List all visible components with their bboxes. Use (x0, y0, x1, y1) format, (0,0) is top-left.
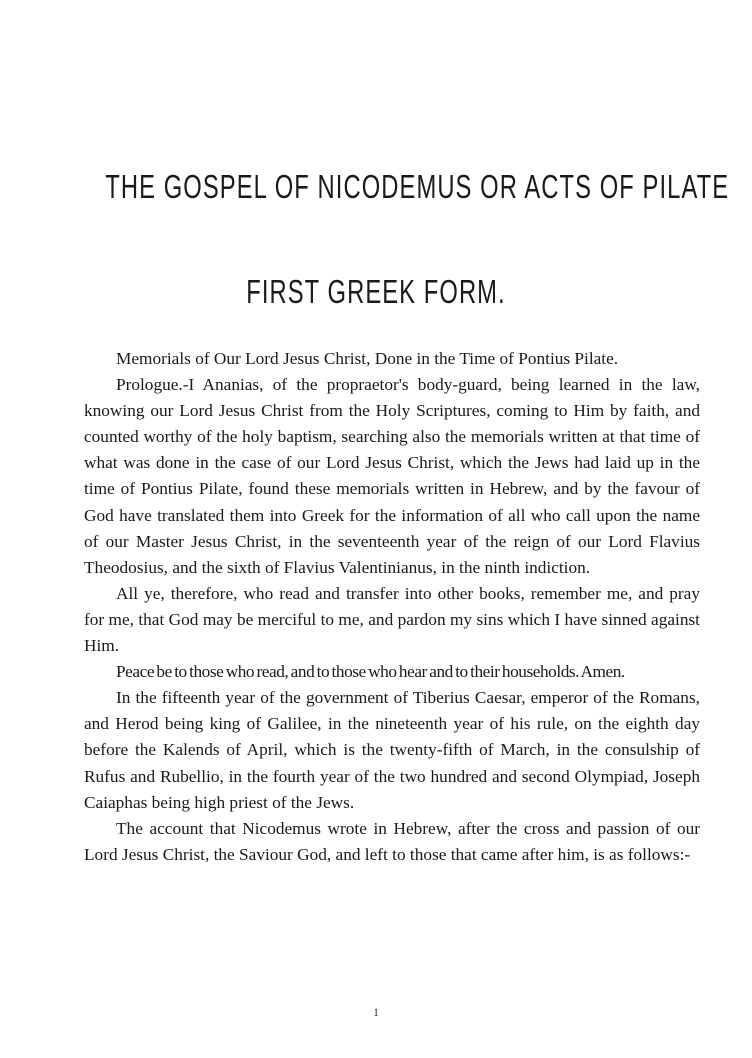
page-number: 1 (373, 1005, 379, 1019)
paragraph-memorials: Memorials of Our Lord Jesus Christ, Done in the Time of Pontius Pilate. (116, 349, 619, 368)
document-title: THE GOSPEL OF NICODEMUS OR ACTS OF PILATE (105, 168, 730, 205)
paragraph-peace: Peace be to those who read, and to those who hear and to their households. Amen. (116, 662, 625, 682)
body-text (84, 346, 700, 868)
paragraph-prologue: Prologue.-I Ananias, of the propraetor's body-guard, being learned in the law, knowing our Lord Jesus Christ from the Holy Scriptures, coming to Him by faith, and counted worthy of the holy baptism, searching also the memorials written at that time of what was done in the case of our Lord Jesus Christ, which the Jews had laid up in the time of Pontius Pilate, found these memorials written in Hebrew, and by the favour of God have translated them into Greek for the information of all who call upon the name of our Master Jesus Christ, in the seventeenth year of the reign of our Lord Flavius Theodosius, and the sixth of Flavius Valentinianus, in the ninth indiction. (84, 375, 700, 577)
paragraph-account: The account that Nicodemus wrote in Hebrew, after the cross and passion of our Lord Jesus Christ, the Saviour God, and left to those that came after him, is as follows:- (84, 818, 700, 864)
paragraph-all-ye: All ye, therefore, who read and transfer into other books, remember me, and pray for me, that God may be merciful to me, and pardon my sins which I have sinned against Him. (84, 583, 700, 656)
paragraph-fifteenth-year: In the fifteenth year of the government of Tiberius Caesar, emperor of the Romans, and Herod being king of Galilee, in the nineteenth year of his rule, on the eighth day before the Kalends of April, which is the twenty-fifth of March, in the consulship of Rufus and Rubellio, in the fourth year of the two hundred and second Olympiad, Joseph Caiaphas being high priest of the Jews. (84, 688, 700, 812)
document-subtitle: FIRST GREEK FORM. (246, 273, 506, 310)
